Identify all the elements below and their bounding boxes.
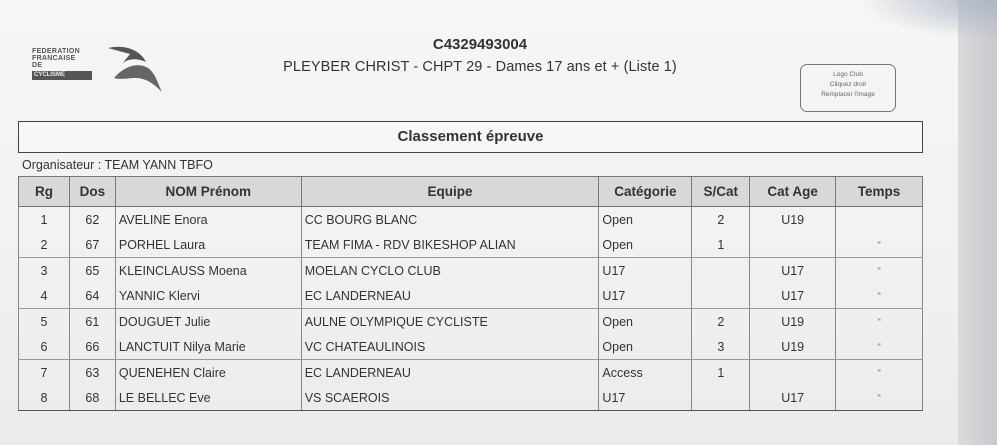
cell-temps: " — [836, 334, 923, 360]
logo-line3: DE — [32, 62, 43, 69]
table-row — [19, 283, 923, 309]
table-row — [19, 385, 923, 411]
cell-dos: 62 — [69, 207, 115, 233]
cell-scat: 2 — [692, 207, 750, 233]
table-row — [19, 334, 923, 360]
cell-equipe: VS SCAEROIS — [301, 385, 599, 411]
cell-temps: " — [836, 232, 923, 258]
col-catage: Cat Age — [750, 177, 836, 207]
organizer: Organisateur : TEAM YANN TBFO — [22, 158, 213, 172]
cell-nom: KLEINCLAUSS Moena — [115, 258, 301, 284]
cell-nom: PORHEL Laura — [115, 232, 301, 258]
cell-equipe: AULNE OLYMPIQUE CYCLISTE — [301, 309, 599, 335]
cell-catage — [750, 360, 836, 386]
cell-nom: YANNIC Klervi — [115, 283, 301, 309]
cell-cat: Open — [599, 309, 692, 335]
logo-placeholder-hint1: Cliquez droit — [829, 81, 867, 88]
cyclist-swoosh-icon — [100, 40, 165, 95]
cell-catage: U19 — [750, 207, 836, 233]
race-code: C4329493004 — [432, 36, 528, 53]
cell-temps: " — [836, 309, 923, 335]
cell-rg: 8 — [19, 385, 70, 411]
col-equipe: Equipe — [301, 177, 599, 207]
cell-temps — [836, 207, 923, 233]
cell-cat: Open — [599, 207, 692, 233]
cell-equipe: MOELAN CYCLO CLUB — [301, 258, 599, 284]
cell-catage — [750, 232, 836, 258]
cell-nom: DOUGUET Julie — [115, 309, 301, 335]
cell-rg: 1 — [19, 207, 70, 233]
cell-catage: U17 — [750, 385, 836, 411]
cell-dos: 65 — [69, 258, 115, 284]
cell-cat: Access — [599, 360, 692, 386]
results-table — [18, 176, 923, 411]
cell-dos: 63 — [69, 360, 115, 386]
logo-placeholder-hint2: Remplacer l'image — [821, 91, 875, 98]
cell-dos: 64 — [69, 283, 115, 309]
table-row — [19, 207, 923, 233]
cell-cat: U17 — [599, 283, 692, 309]
cell-cat: Open — [599, 232, 692, 258]
col-temps: Temps — [836, 177, 923, 207]
cell-nom: QUENEHEN Claire — [115, 360, 301, 386]
cell-rg: 2 — [19, 232, 70, 258]
cell-dos: 61 — [69, 309, 115, 335]
cell-temps: " — [836, 283, 923, 309]
cell-scat: 1 — [692, 232, 750, 258]
cell-catage: U19 — [750, 309, 836, 335]
col-nom: NOM Prénom — [115, 177, 301, 207]
cell-cat: U17 — [599, 385, 692, 411]
cell-rg: 3 — [19, 258, 70, 284]
cell-dos: 67 — [69, 232, 115, 258]
cell-catage: U19 — [750, 334, 836, 360]
cell-equipe: VC CHATEAULINOIS — [301, 334, 599, 360]
table-row — [19, 258, 923, 284]
cell-temps: " — [836, 385, 923, 411]
table-row — [19, 360, 923, 386]
cell-catage: U17 — [750, 283, 836, 309]
col-scat: S/Cat — [692, 177, 750, 207]
cell-temps: " — [836, 360, 923, 386]
cell-rg: 6 — [19, 334, 70, 360]
section-title: Classement épreuve — [18, 121, 923, 153]
cell-equipe: TEAM FIMA - RDV BIKESHOP ALIAN — [301, 232, 599, 258]
cell-scat — [692, 258, 750, 284]
logo-line1: FEDERATION — [32, 48, 80, 55]
cell-dos: 66 — [69, 334, 115, 360]
cell-scat — [692, 283, 750, 309]
cell-catage: U17 — [750, 258, 836, 284]
cell-dos: 68 — [69, 385, 115, 411]
cell-equipe: EC LANDERNEAU — [301, 283, 599, 309]
race-title: PLEYBER CHRIST - CHPT 29 - Dames 17 ans et + (Liste 1) — [283, 59, 677, 75]
cell-temps: " — [836, 258, 923, 284]
cell-rg: 4 — [19, 283, 70, 309]
race-header — [200, 36, 760, 75]
cell-rg: 7 — [19, 360, 70, 386]
table-header-row — [19, 177, 923, 207]
cell-scat: 1 — [692, 360, 750, 386]
table-row — [19, 309, 923, 335]
col-dos: Dos — [69, 177, 115, 207]
logo-line2: FRANCAISE — [32, 55, 76, 62]
cell-equipe: EC LANDERNEAU — [301, 360, 599, 386]
background-shadow — [958, 0, 997, 445]
logo-placeholder-title: Logo Club — [833, 71, 863, 78]
col-categorie: Catégorie — [599, 177, 692, 207]
col-rg: Rg — [19, 177, 70, 207]
logo-bar: CYCLISME — [32, 71, 92, 80]
cell-cat: Open — [599, 334, 692, 360]
table-row — [19, 232, 923, 258]
cell-nom: LE BELLEC Eve — [115, 385, 301, 411]
cell-scat: 2 — [692, 309, 750, 335]
corner-shadow — [860, 0, 997, 40]
cell-cat: U17 — [599, 258, 692, 284]
ffc-logo — [30, 38, 165, 93]
cell-scat: 3 — [692, 334, 750, 360]
cell-rg: 5 — [19, 309, 70, 335]
club-logo-placeholder — [800, 64, 896, 112]
cell-nom: AVELINE Enora — [115, 207, 301, 233]
cell-scat — [692, 385, 750, 411]
cell-equipe: CC BOURG BLANC — [301, 207, 599, 233]
cell-nom: LANCTUIT Nilya Marie — [115, 334, 301, 360]
